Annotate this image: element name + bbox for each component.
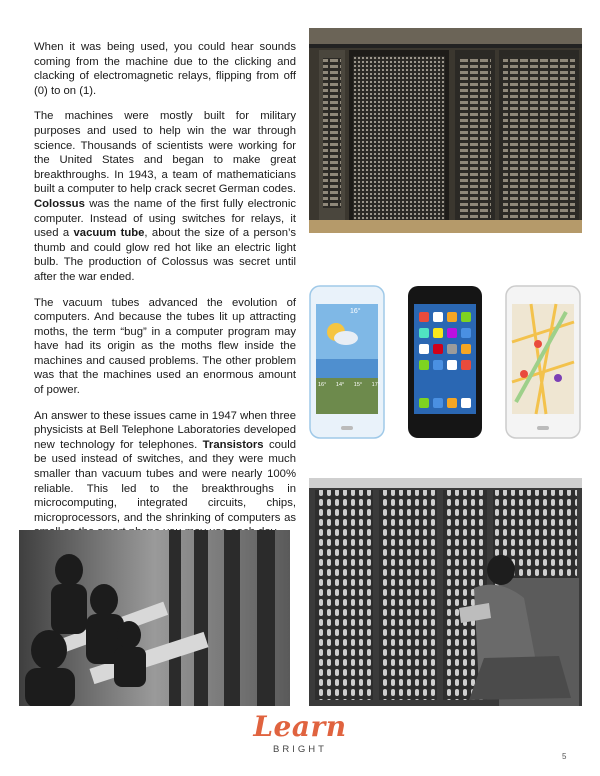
learn-bright-logo: [248, 712, 352, 772]
photo-smartphones: [306, 282, 588, 442]
weather-forecast-row: [318, 382, 380, 388]
paragraph-transistors-text-2: could be used instead of switches, and they were much smaller than vacuum tubes and were nearly 100% reliable. This led to the breakthroughs in microcomputing, integrated circuits, chips, microprocessors, and the shrinking of computers as: [34, 438, 296, 524]
weather-temp: 16°: [350, 308, 361, 315]
page-number: 5: [562, 752, 567, 761]
paragraph-transistors: [34, 409, 296, 540]
photo-computer-operators: [19, 530, 290, 706]
paragraph-colossus-text-2: was the name of the first fully electronic computer. Instead of using switches for relays, it used a: [34, 197, 296, 240]
paragraph-transistors-text-1: An answer to these issues came in 1947 when three physicists at Bell Telephone Laboratories developed new technology for telephones.: [34, 409, 296, 451]
paragraph-colossus: [34, 109, 296, 284]
logo-word: Learn: [253, 710, 347, 743]
body-text-column: [34, 40, 296, 551]
forecast-day-1: 16°: [318, 382, 327, 388]
forecast-day-3: 15°: [353, 382, 363, 388]
paragraph-bugs-text: The vacuum tubes advanced the evolution of computers. And because the tubes lit up attracting moths, the term “bug” in a computer program may have had its origin as the moths flew inside the machines and caused problems. The other problem was that the machines used an enormous amount of power.: [34, 296, 296, 397]
paragraph-bugs: [34, 296, 296, 398]
paragraph-relays: [34, 40, 296, 98]
term-transistors: Transistors: [202, 438, 264, 451]
paragraph-colossus-text-3: , about the size of a person’s thumb and could glow red hot like an electric light bulb. The production of Colossus was secret until after the war ended.: [34, 227, 296, 283]
photo-relay-computer: [309, 28, 582, 233]
term-colossus: Colossus: [34, 197, 85, 210]
term-vacuum-tube: vacuum tube: [73, 227, 145, 240]
paragraph-relays-text: When it was being used, you could hear sounds coming from the machine due to the clicking and clacking of electromagnetic relays, flipping from off (0) to on (1).: [34, 41, 296, 97]
logo-subtitle: BRIGHT: [273, 744, 327, 755]
photo-technician-racks: [309, 478, 582, 706]
paragraph-colossus-text-1: The machines were mostly built for military purposes and used to help win the war through science. Thousands of scientists were working for the United States and began to make great breakthroughs. In 1943, a team of mathematicians built a computer to help crack secret German codes.: [34, 110, 296, 196]
forecast-day-2: 14°: [335, 382, 345, 388]
forecast-day-4: 17°: [371, 382, 380, 388]
